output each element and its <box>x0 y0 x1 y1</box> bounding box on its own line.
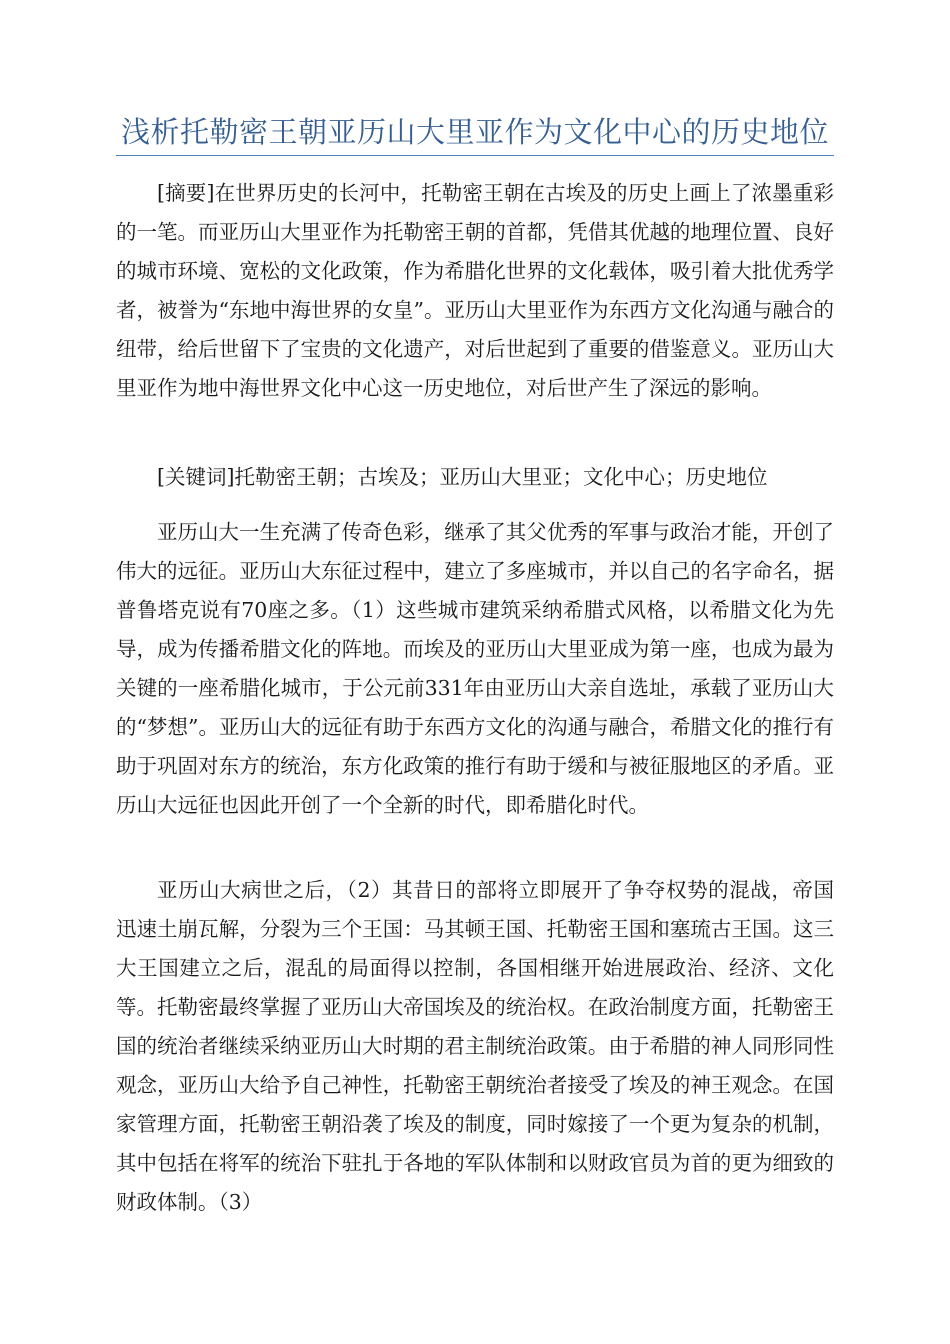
abstract-paragraph: [摘要]在世界历史的长河中，托勒密王朝在古埃及的历史上画上了浓墨重彩的一笔。而亚历山大里亚作为托勒密王朝的首都，凭借其优越的地理位置、良好的城市环境、宽松的文化政策，作为希腊化世界的文化载体，吸引着大批优秀学者，被誉为“东地中海世界的女皇”。亚历山大里亚作为东西方文化沟通与融合的纽带，给后世留下了宝贵的文化遗产，对后世起到了重要的借鉴意义。亚历山大里亚作为地中海世界文化中心这一历史地位，对后世产生了深远的影响。 <box>116 181 834 400</box>
body-paragraph-2: 亚历山大病世之后，（2）其昔日的部将立即展开了争夺权势的混战，帝国迅速土崩瓦解，分裂为三个王国：马其顿王国、托勒密王国和塞琉古王国。这三大王国建立之后，混乱的局面得以控制，各国相继开始进展政治、经济、文化等。托勒密最终掌握了亚历山大帝国埃及的统治权。在政治制度方面，托勒密王国的统治者继续采纳亚历山大时期的君主制统治政策。由于希腊的神人同形同性观念，亚历山大给予自己神性，托勒密王朝统治者接受了埃及的神王观念。在国家管理方面，托勒密王朝沿袭了埃及的制度，同时嫁接了一个更为复杂的机制，其中包括在将军的统治下驻扎于各地的军队体制和以财政官员为首的更为细致的财政体制。（3） <box>116 878 834 1214</box>
title-underline <box>116 155 834 156</box>
keywords-paragraph: [关键词]托勒密王朝；古埃及；亚历山大里亚；文化中心；历史地位 <box>157 465 768 489</box>
document-title: 浅析托勒密王朝亚历山大里亚作为文化中心的历史地位 <box>120 115 829 149</box>
body-paragraph-1: 亚历山大一生充满了传奇色彩，继承了其父优秀的军事与政治才能，开创了伟大的远征。亚历山大东征过程中，建立了多座城市，并以自己的名字命名，据普鲁塔克说有70座之多。（1）这些城市建筑采纳希腊式风格，以希腊文化为先导，成为传播希腊文化的阵地。而埃及的亚历山大里亚成为第一座，也成为最为关键的一座希腊化城市，于公元前331年由亚历山大亲自选址，承载了亚历山大的“梦想”。亚历山大的远征有助于东西方文化的沟通与融合，希腊文化的推行有助于巩固对东方的统治，东方化政策的推行有助于缓和与被征服地区的矛盾。亚历山大远征也因此开创了一个全新的时代，即希腊化时代。 <box>116 520 834 817</box>
